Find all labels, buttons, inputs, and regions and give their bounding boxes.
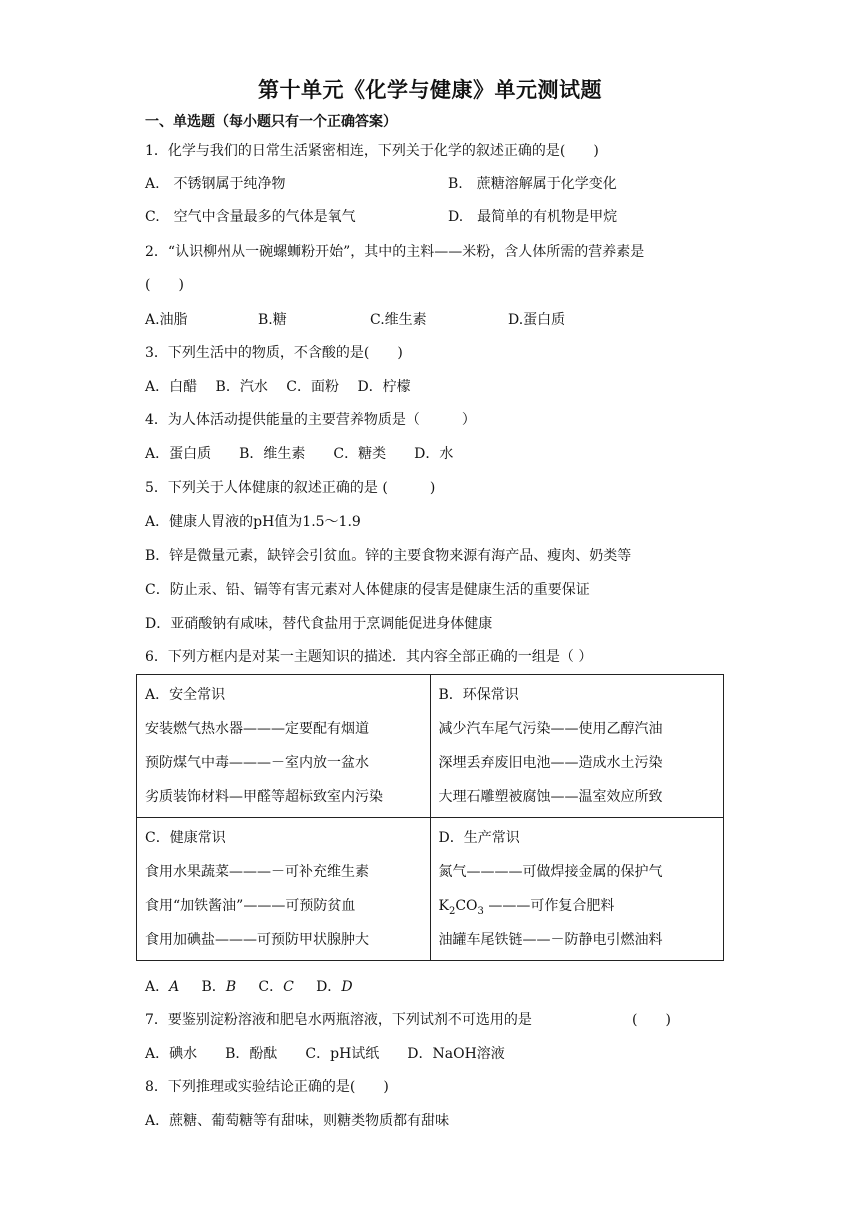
section-heading: 一、单选题（每小题只有一个正确答案） [145,114,397,130]
cell-heading: D．生产常识 [438,830,520,846]
cell-environment [430,675,724,818]
question-5-option-a: A．健康人胃液的pH值为1.5～1.9 [145,514,361,530]
formula-co: CO [455,898,478,914]
cell-line: 深埋丢弃废旧电池——造成水土污染 [438,755,663,771]
q6-opt-a-label: A． [145,979,170,995]
question-3-options: A．白醋 B．汽水 C．面粉 D．柠檬 [145,379,411,395]
question-5-stem: 5．下列关于人体健康的叙述正确的是 ( ) [145,480,436,496]
formula-k: K [438,898,449,914]
cell-line: 食用加碘盐———可预防甲状腺肿大 [145,932,369,948]
cell-line: 劣质装饰材料—甲醛等超标致室内污染 [145,789,383,805]
question-5-option-c: C．防止汞、铅、镉等有害元素对人体健康的侵害是健康生活的重要保证 [145,582,590,598]
formula-sub-3: 3 [477,905,484,917]
cell-line: 安装燃气热水器———定要配有烟道 [145,721,369,737]
question-1-stem: 1．化学与我们的日常生活紧密相连，下列关于化学的叙述正确的是( ) [145,143,599,159]
question-8-option-a: A．蔗糖、葡萄糖等有甜味，则糖类物质都有甜味 [145,1113,450,1129]
question-2-option-c: C.维生素 [370,312,427,328]
cell-line: 食用“加铁酱油”———可预防贫血 [145,898,356,914]
question-7-paren: ( ) [632,1012,671,1028]
cell-line: 油罐车尾铁链——－防静电引燃油料 [438,932,663,948]
cell-heading: B．环保常识 [438,687,519,703]
cell-heading: A．安全常识 [145,687,226,703]
question-5-option-b: B．锌是微量元素，缺锌会引贫血。锌的主要食物来源有海产品、瘦肉、奶类等 [145,548,632,564]
cell-line: 氮气————可做焊接金属的保护气 [438,864,663,880]
question-5-option-d: D．亚硝酸钠有咸味，替代食盐用于烹调能促进身体健康 [145,616,493,632]
cell-line: 预防煤气中毒———－室内放一盆水 [145,755,369,771]
question-1-option-a: A. 不锈钢属于纯净物 [145,176,286,192]
knowledge-table [136,674,724,961]
question-2-option-d: D.蛋白质 [508,312,566,328]
question-6-stem: 6．下列方框内是对某一主题知识的描述．其内容全部正确的一组是（ ） [145,649,593,665]
q6-opt-b-label: B． [201,979,226,995]
cell-line-formula [439,896,716,930]
cell-production [430,818,724,961]
question-2-stem: 2．“认识柳州从一碗螺蛳粉开始”，其中的主料——米粉，含人体所需的营养素是 [145,244,645,260]
question-3-stem: 3．下列生活中的物质，不含酸的是( ) [145,345,403,361]
question-1-option-b: B. 蔗糖溶解属于化学变化 [448,176,617,192]
cell-line: 减少汽车尾气污染——使用乙醇汽油 [438,721,663,737]
formula-sub-2: 2 [448,905,456,917]
q6-opt-d-label: D． [316,979,342,995]
question-8-stem: 8．下列推理或实验结论正确的是( ) [145,1079,389,1095]
q6-opt-d-value: D [341,979,353,995]
question-1-option-d: D. 最简单的有机物是甲烷 [448,209,618,225]
cell-safety [137,675,431,818]
cell-health [137,818,431,961]
q6-opt-c-value: C [283,979,294,995]
question-2-paren: ( ) [145,277,184,293]
question-4-options: A．蛋白质 B．维生素 C．糖类 D．水 [145,446,454,462]
cell-heading: C．健康常识 [145,830,226,846]
question-7-options: A．碘水 B．酚酞 C．pH试纸 D．NaOH溶液 [145,1046,505,1062]
question-1-option-c: C. 空气中含量最多的气体是氧气 [145,209,356,225]
page-title: 第十单元《化学与健康》单元测试题 [258,78,602,102]
question-4-stem: 4．为人体活动提供能量的主要营养物质是（ ） [145,412,476,428]
question-7-stem: 7．要鉴别淀粉溶液和肥皂水两瓶溶液，下列试剂不可选用的是 [145,1012,532,1028]
question-2-option-b: B.糖 [258,312,287,328]
q6-opt-c-label: C． [258,979,284,995]
question-6-options [145,977,353,997]
q6-opt-a-value: A [169,979,180,995]
cell-line: 大理石雕塑被腐蚀——温室效应所致 [438,789,663,805]
formula-text: ———可作复合肥料 [488,898,615,914]
cell-line: 食用水果蔬菜———－可补充维生素 [145,864,369,880]
q6-opt-b-value: B [225,979,237,995]
question-2-option-a: A.油脂 [145,312,188,328]
